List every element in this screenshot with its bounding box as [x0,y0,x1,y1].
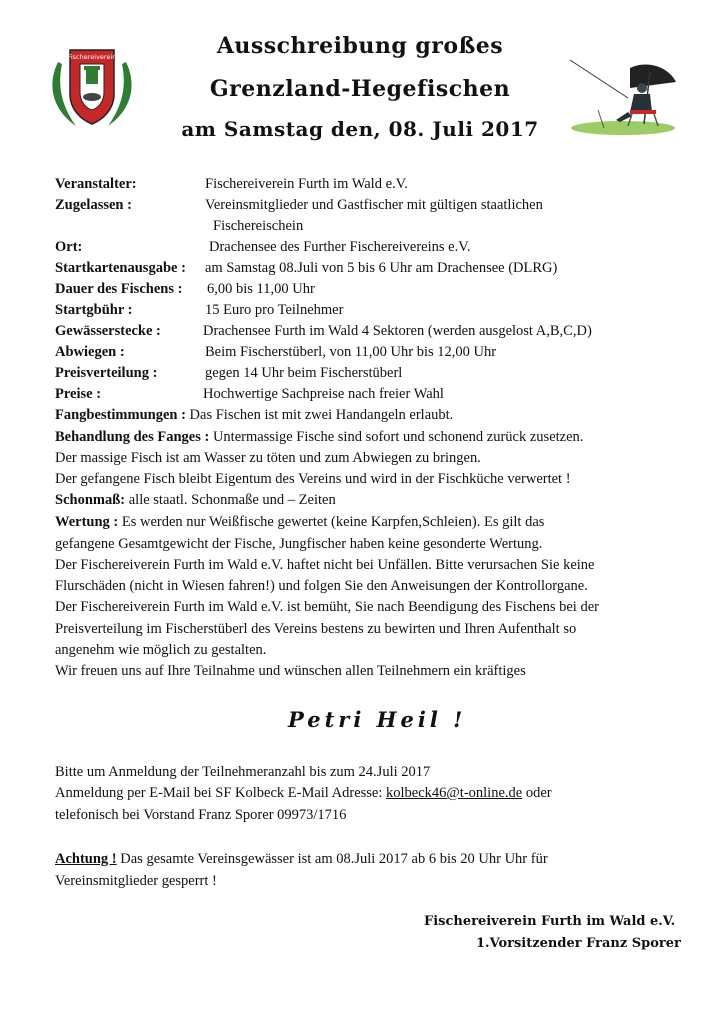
notice-line [55,850,548,868]
detail-value: 15 Euro pro Teilnehmer [205,302,344,318]
registration-line: Bitte um Anmeldung der Teilnehmeranzahl bis zum 24.Juli 2017 [55,764,431,780]
club-logo [46,42,138,134]
svg-text:Fischereiverein: Fischereiverein [67,53,117,61]
detail-value: Hochwertige Sachpreise nach freier Wahl [203,386,444,402]
detail-value: 6,00 bis 11,00 Uhr [207,281,315,297]
notice-label: Achtung ! [55,851,117,867]
detail-label: Dauer des Fischens : [55,281,183,297]
petri-heil-greeting: Petri Heil ! [288,707,467,732]
rules-line: gefangene Gesamtgewicht der Fische, Jungfischer haben keine gesonderte Wertung. [55,536,543,552]
detail-label: Veranstalter: [55,176,137,192]
behandlung-line: Der gefangene Fisch bleibt Eigentum des Vereins und wird in der Fischküche verwertet ! [55,471,571,487]
detail-value: am Samstag 08.Juli von 5 bis 6 Uhr am Drachensee (DLRG) [205,260,558,276]
detail-label: Zugelassen : [55,197,132,213]
email-link[interactable]: kolbeck46@t-online.de [386,785,523,801]
detail-value: Vereinsmitglieder und Gastfischer mit gültigen staatlichen [205,197,543,213]
wertung-label: Wertung : [55,514,119,530]
detail-value: Drachensee Furth im Wald 4 Sektoren (werden ausgelost A,B,C,D) [203,323,592,339]
behandlung-line: Der massige Fisch ist am Wasser zu töten und zum Abwiegen zu bringen. [55,450,481,466]
detail-label: Startkartenausgabe : [55,260,186,276]
rules-line: Wir freuen uns auf Ihre Teilnahme und wünschen allen Teilnehmern ein kräftiges [55,663,526,679]
registration-suffix: oder [525,785,552,801]
registration-email-line [55,784,552,802]
schonmass-rule [55,491,336,509]
registration-line: telefonisch bei Vorstand Franz Sporer 09973/1716 [55,807,347,823]
notice-line: Vereinsmitglieder gesperrt ! [55,873,217,889]
detail-label: Gewässerstecke : [55,323,161,339]
rules-line: Preisverteilung im Fischerstüberl des Vereins bestens zu bewirten und Ihren Aufenthalt so [55,621,577,637]
wertung-rule [55,513,544,531]
detail-label: Startgbühr : [55,302,133,318]
detail-label: Preisverteilung : [55,365,158,381]
detail-label: Ort: [55,239,83,255]
rules-line: Der Fischereiverein Furth im Wald e.V. ist bemüht, Sie nach Beendigung des Fischens bei der [55,599,599,615]
detail-value: gegen 14 Uhr beim Fischerstüberl [205,365,403,381]
detail-value: Drachensee des Further Fischereivereins e.V. [209,239,471,255]
detail-value: Beim Fischerstüberl, von 11,00 Uhr bis 12,00 Uhr [205,344,497,360]
rules-line: Der Fischereiverein Furth im Wald e.V. haftet nicht bei Unfällen. Bitte verursachen Sie keine [55,557,595,573]
wertung-text: Es werden nur Weißfische gewertet (keine Karpfen,Schleien). Es gilt das [121,514,545,530]
schonmass-text: alle staatl. Schonmaße und – Zeiten [128,492,336,508]
rules-line: angenehm wie möglich zu gestalten. [55,642,267,658]
rules-line: Flurschäden (nicht in Wiesen fahren!) und folgen Sie den Anweisungen der Kontrollorgane. [55,578,588,594]
detail-value: Fischereischein [213,218,304,234]
angler-illustration [568,58,678,136]
detail-label: Abwiegen : [55,344,125,360]
notice-text: Das gesamte Vereinsgewässer ist am 08.Juli 2017 ab 6 bis 20 Uhr Uhr für [120,851,548,867]
fang-label: Fangbestimmungen : [55,407,186,423]
registration-prefix: Anmeldung per E-Mail bei SF Kolbeck E-Mail Adresse: [55,785,383,801]
fang-rule [55,406,453,424]
behandlung-text: Untermassige Fische sind sofort und schonend zurück zusetzen. [212,429,584,445]
schonmass-label: Schonmaß: [55,492,126,508]
title-line-2: Grenzland-Hegefischen [209,76,511,102]
behandlung-label: Behandlung des Fanges : [55,429,210,445]
fang-text: Das Fischen ist mit zwei Handangeln erlaubt. [189,407,454,423]
title-line-1: Ausschreibung großes [216,33,504,59]
detail-value: Fischereiverein Furth im Wald e.V. [205,176,408,192]
signature-chairman: 1.Vorsitzender Franz Sporer [476,936,681,951]
detail-label: Preise : [55,386,102,402]
signature-club: Fischereiverein Furth im Wald e.V. [424,914,676,929]
title-line-3: am Samstag den, 08. Juli 2017 [181,117,539,141]
behandlung-rule [55,428,583,446]
